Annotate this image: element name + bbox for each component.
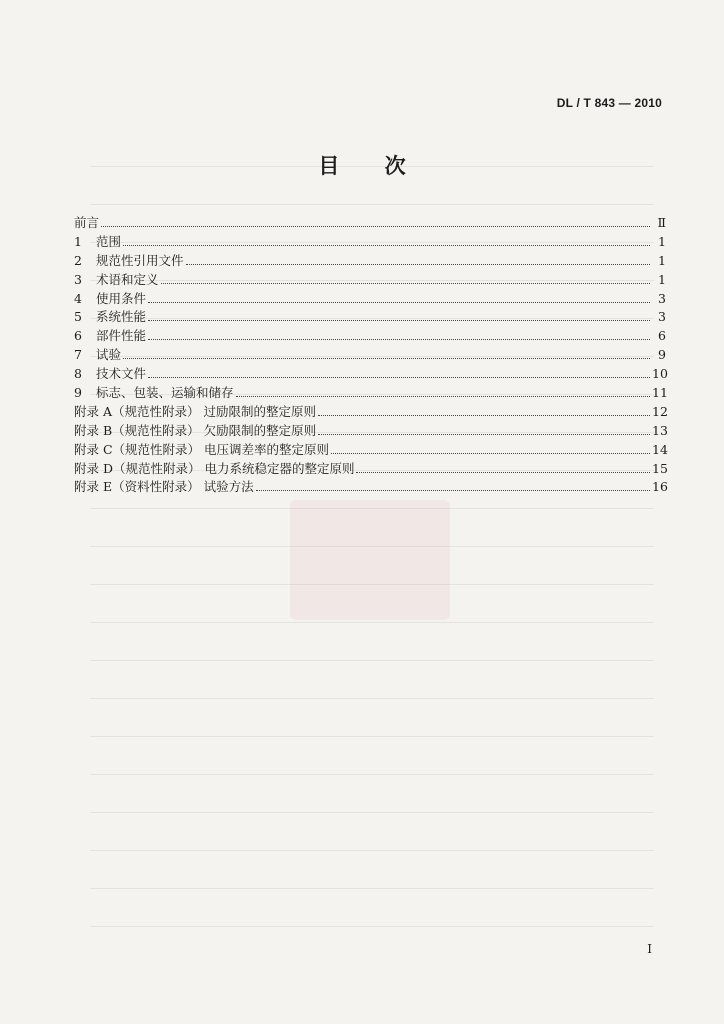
toc-entry-number: 7 xyxy=(74,347,82,363)
toc-entry-page: 13 xyxy=(652,422,668,438)
toc-entry-page: 1 xyxy=(658,271,666,287)
toc-entry-page: 16 xyxy=(652,479,668,495)
toc-entry-page: 1 xyxy=(658,233,666,249)
toc-entry-label: 试验 xyxy=(96,347,122,363)
toc-entry xyxy=(74,233,666,252)
toc-dot-leader xyxy=(356,472,650,473)
toc-entry-number: 3 xyxy=(74,271,82,287)
toc-dot-leader xyxy=(318,415,650,416)
toc-entry xyxy=(74,346,666,365)
toc-entry xyxy=(74,384,666,403)
toc-entry-page: 15 xyxy=(652,460,668,476)
toc-dot-leader xyxy=(148,377,650,378)
toc-dot-leader xyxy=(148,320,650,321)
toc-entry-label: 术语和定义 xyxy=(96,271,159,287)
toc-entry-label: 附录 C（规范性附录） 电压调差率的整定原则 xyxy=(74,441,330,457)
table-of-contents xyxy=(74,214,666,497)
toc-entry-page: 3 xyxy=(658,309,666,325)
toc-entry xyxy=(74,441,666,460)
toc-entry-number: 9 xyxy=(74,385,82,401)
toc-entry-label: 前言 xyxy=(74,215,100,230)
toc-entry-label: 技术文件 xyxy=(96,366,147,382)
toc-dot-leader xyxy=(123,358,650,359)
toc-entry-number: 5 xyxy=(74,309,82,325)
toc-entry-label: 标志、包装、运输和储存 xyxy=(96,385,234,401)
toc-entry xyxy=(74,403,666,422)
toc-entry-page: 3 xyxy=(658,290,666,306)
toc-entry-number: 2 xyxy=(74,252,82,268)
page-number: I xyxy=(647,942,652,956)
toc-entry-label: 范围 xyxy=(96,233,122,249)
toc-entry xyxy=(74,460,666,479)
toc-entry xyxy=(74,290,666,309)
toc-entry xyxy=(74,365,666,384)
toc-dot-leader xyxy=(161,283,650,284)
toc-entry xyxy=(74,422,666,441)
toc-entry-label: 部件性能 xyxy=(96,328,147,344)
toc-dot-leader xyxy=(186,264,650,265)
toc-entry-number: 8 xyxy=(74,366,82,382)
toc-entry-label: 附录 E（资料性附录） 试验方法 xyxy=(74,479,254,495)
toc-entry-page: 9 xyxy=(658,347,666,363)
toc-entry-label: 附录 A（规范性附录） 过励限制的整定原则 xyxy=(74,403,316,419)
toc-entry xyxy=(74,252,666,271)
toc-dot-leader xyxy=(148,339,650,340)
toc-dot-leader xyxy=(101,226,650,227)
toc-entry-label: 附录 D（规范性附录） 电力系统稳定器的整定原则 xyxy=(74,460,355,476)
toc-entry-label: 使用条件 xyxy=(96,290,147,306)
toc-entry xyxy=(74,478,666,497)
toc-entry xyxy=(74,327,666,346)
toc-dot-leader xyxy=(318,434,650,435)
page-title: 目 次 xyxy=(318,154,406,178)
toc-entry-label: 系统性能 xyxy=(96,309,147,325)
toc-dot-leader xyxy=(236,396,650,397)
toc-entry-page: Ⅱ xyxy=(657,215,666,230)
toc-entry-number: 1 xyxy=(74,233,82,249)
toc-entry-page: 6 xyxy=(658,328,666,344)
toc-entry-page: 12 xyxy=(652,403,668,419)
toc-entry xyxy=(74,271,666,290)
faint-stamp-mark xyxy=(290,500,450,620)
toc-entry-page: 1 xyxy=(658,252,666,268)
toc-entry xyxy=(74,214,666,233)
toc-entry-label: 附录 B（规范性附录） 欠励限制的整定原则 xyxy=(74,422,317,438)
toc-entry xyxy=(74,308,666,327)
toc-entry-label: 规范性引用文件 xyxy=(96,252,184,268)
standard-code: DL / T 843 — 2010 xyxy=(556,96,662,110)
toc-entry-number: 4 xyxy=(74,290,82,306)
toc-entry-page: 10 xyxy=(652,366,668,382)
toc-dot-leader xyxy=(331,453,650,454)
toc-entry-page: 11 xyxy=(652,385,668,401)
toc-dot-leader xyxy=(256,490,650,491)
toc-dot-leader xyxy=(148,302,650,303)
toc-dot-leader xyxy=(123,245,650,246)
toc-entry-page: 14 xyxy=(652,441,668,457)
toc-entry-number: 6 xyxy=(74,328,82,344)
